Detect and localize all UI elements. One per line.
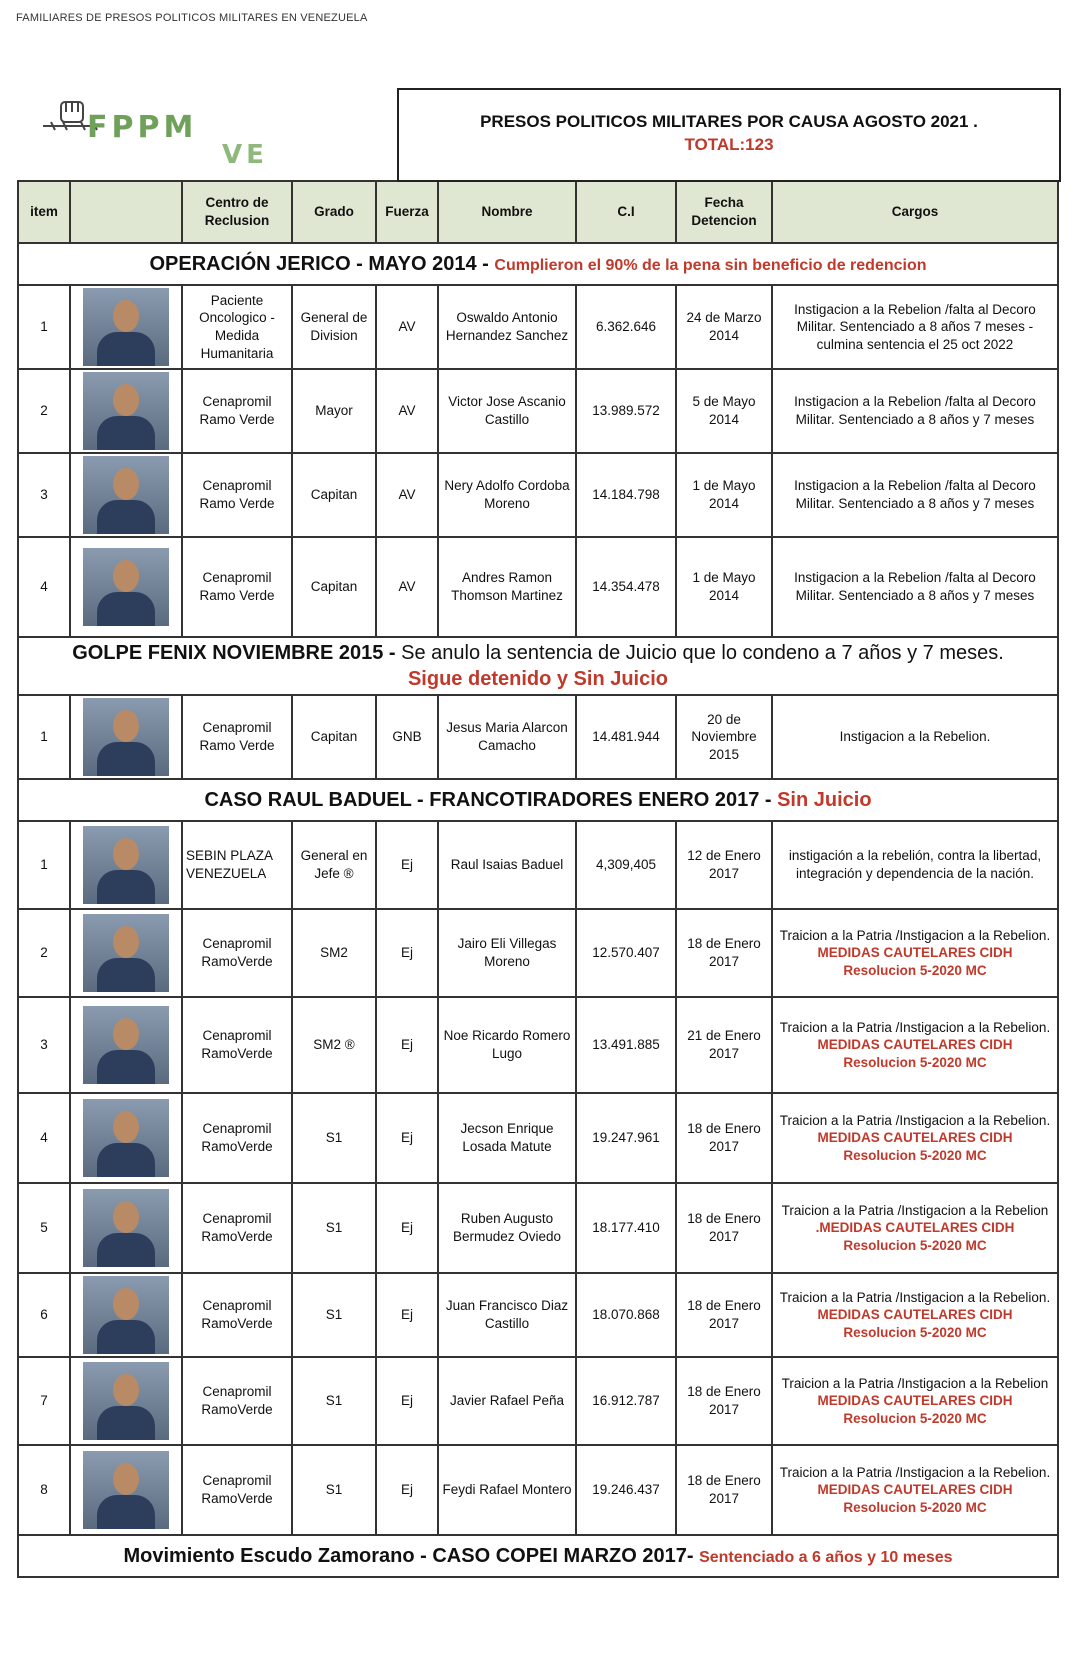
cell-grado: S1 — [292, 1093, 376, 1183]
cell-photo — [70, 1273, 182, 1357]
cell-grado: Mayor — [292, 369, 376, 453]
table-body — [18, 243, 1058, 1577]
medidas-cautelares: MEDIDAS CAUTELARES CIDH — [817, 1130, 1013, 1146]
cell-centro: SEBIN PLAZA VENEZUELA — [182, 821, 292, 909]
medidas-cautelares: MEDIDAS CAUTELARES CIDH — [817, 1307, 1013, 1323]
section-note: Sin Juicio — [777, 789, 872, 811]
cell-photo — [70, 1093, 182, 1183]
cargos-text: Instigacion a la Rebelion /falta al Decoro Militar. Sentenciado a 8 años y 7 meses — [794, 394, 1036, 427]
fppm-logo — [17, 88, 397, 180]
cell-item: 8 — [18, 1445, 70, 1535]
cell-grado: Capitan — [292, 695, 376, 779]
resolucion: Resolucion 5-2020 MC — [843, 1237, 987, 1253]
cell-ci: 6.362.646 — [576, 285, 676, 369]
cargos-text: Traicion a la Patria /Instigacion a la Rebelion. — [779, 1289, 1051, 1305]
cell-item: 4 — [18, 537, 70, 637]
table-row — [18, 1445, 1058, 1535]
cell-centro: Cenapromil RamoVerde — [182, 1183, 292, 1273]
cell-cargos — [772, 1183, 1058, 1273]
portrait-body — [97, 1406, 155, 1440]
resolucion: Resolucion 5-2020 MC — [843, 1324, 987, 1340]
logo-text-line2: VE — [222, 140, 268, 170]
cell-fecha: 18 de Enero 2017 — [676, 1183, 772, 1273]
table-row — [18, 453, 1058, 537]
medidas-cautelares: MEDIDAS CAUTELARES CIDH — [817, 1037, 1013, 1053]
title-box — [397, 88, 1061, 182]
table-row — [18, 909, 1058, 997]
header-grado: Grado — [292, 181, 376, 243]
cell-centro: Cenapromil RamoVerde — [182, 909, 292, 997]
cell-centro: Cenapromil Ramo Verde — [182, 537, 292, 637]
portrait-head — [113, 1463, 139, 1495]
portrait-body — [97, 592, 155, 626]
cell-item: 1 — [18, 285, 70, 369]
cell-grado: S1 — [292, 1273, 376, 1357]
cell-fuerza: Ej — [376, 997, 438, 1093]
portrait-photo — [83, 288, 169, 366]
portrait-photo — [83, 1006, 169, 1084]
cell-cargos — [772, 1093, 1058, 1183]
cell-photo — [70, 453, 182, 537]
total-count: TOTAL:123 — [684, 135, 774, 154]
cell-photo — [70, 695, 182, 779]
cell-fecha: 21 de Enero 2017 — [676, 997, 772, 1093]
cell-item: 3 — [18, 997, 70, 1093]
portrait-head — [113, 468, 139, 500]
cell-fecha: 12 de Enero 2017 — [676, 821, 772, 909]
cargos-text: Traicion a la Patria /Instigacion a la Rebelion. — [779, 927, 1051, 943]
cell-nombre: Juan Francisco Diaz Castillo — [438, 1273, 576, 1357]
resolucion: Resolucion 5-2020 MC — [843, 1499, 987, 1515]
cell-cargos — [772, 453, 1058, 537]
section-header — [18, 637, 1058, 695]
header-item: item — [18, 181, 70, 243]
cell-centro: Cenapromil RamoVerde — [182, 997, 292, 1093]
cell-photo — [70, 537, 182, 637]
logo-text-line1: FPPM — [87, 110, 198, 145]
cell-fuerza: AV — [376, 285, 438, 369]
table-row — [18, 285, 1058, 369]
cell-fecha: 18 de Enero 2017 — [676, 1273, 772, 1357]
cell-fuerza: Ej — [376, 1273, 438, 1357]
header-fecha: Fecha Detencion — [676, 181, 772, 243]
cargos-text: Instigacion a la Rebelion /falta al Decoro Militar. Sentenciado a 8 años y 7 meses — [794, 570, 1036, 603]
cell-fuerza: Ej — [376, 1183, 438, 1273]
cell-fecha: 5 de Mayo 2014 — [676, 369, 772, 453]
cell-fuerza: AV — [376, 453, 438, 537]
cargos-text: Traicion a la Patria /Instigacion a la Rebelion. — [779, 1112, 1051, 1128]
cell-photo — [70, 1357, 182, 1445]
section-header-row — [18, 637, 1058, 695]
cell-centro: Cenapromil Ramo Verde — [182, 369, 292, 453]
table-row — [18, 695, 1058, 779]
medidas-cautelares: MEDIDAS CAUTELARES CIDH — [817, 1393, 1013, 1409]
portrait-body — [97, 500, 155, 534]
cargos-text: Traicion a la Patria /Instigacion a la Rebelion. — [779, 1019, 1051, 1035]
section-header-row — [18, 1535, 1058, 1577]
cell-fecha: 18 de Enero 2017 — [676, 1445, 772, 1535]
cell-centro: Cenapromil RamoVerde — [182, 1093, 292, 1183]
resolucion: Resolucion 5-2020 MC — [843, 1054, 987, 1070]
section-title-rest: Se anulo la sentencia de Juicio que lo condeno a 7 años y 7 meses. — [401, 642, 1004, 664]
table-row — [18, 821, 1058, 909]
section-title: OPERACIÓN JERICO - MAYO 2014 - — [149, 253, 495, 275]
cell-nombre: Victor Jose Ascanio Castillo — [438, 369, 576, 453]
cell-item: 6 — [18, 1273, 70, 1357]
table-row — [18, 1093, 1058, 1183]
portrait-photo — [83, 456, 169, 534]
table-row — [18, 1357, 1058, 1445]
cell-fecha: 24 de Marzo 2014 — [676, 285, 772, 369]
cell-ci: 16.912.787 — [576, 1357, 676, 1445]
cargos-text: instigación a la rebelión, contra la libertad, integración y dependencia de la nación. — [788, 848, 1042, 881]
cell-nombre: Jesus Maria Alarcon Camacho — [438, 695, 576, 779]
cargos-text: Traicion a la Patria /Instigacion a la Rebelion. — [779, 1464, 1051, 1480]
cell-fecha: 18 de Enero 2017 — [676, 909, 772, 997]
cell-photo — [70, 369, 182, 453]
cell-centro: Cenapromil RamoVerde — [182, 1273, 292, 1357]
portrait-head — [113, 710, 139, 742]
cell-nombre: Raul Isaias Baduel — [438, 821, 576, 909]
portrait-head — [113, 300, 139, 332]
cell-nombre: Andres Ramon Thomson Martinez — [438, 537, 576, 637]
portrait-head — [113, 1111, 139, 1143]
cell-nombre: Javier Rafael Peña — [438, 1357, 576, 1445]
cell-fuerza: Ej — [376, 909, 438, 997]
medidas-cautelares: MEDIDAS CAUTELARES CIDH — [817, 1482, 1013, 1498]
cell-fuerza: Ej — [376, 1093, 438, 1183]
cell-ci: 13.989.572 — [576, 369, 676, 453]
portrait-photo — [83, 698, 169, 776]
top-note: FAMILIARES DE PRESOS POLITICOS MILITARES EN VENEZUELA — [16, 12, 368, 24]
cell-item: 2 — [18, 909, 70, 997]
section-note: Sentenciado a 6 años y 10 meses — [699, 1549, 953, 1566]
section-header — [18, 779, 1058, 821]
cell-photo — [70, 909, 182, 997]
cell-centro: Cenapromil RamoVerde — [182, 1445, 292, 1535]
portrait-head — [113, 838, 139, 870]
portrait-photo — [83, 1362, 169, 1440]
cell-grado: General en Jefe ® — [292, 821, 376, 909]
cell-nombre: Ruben Augusto Bermudez Oviedo — [438, 1183, 576, 1273]
cell-centro: Cenapromil Ramo Verde — [182, 695, 292, 779]
cell-centro: Cenapromil Ramo Verde — [182, 453, 292, 537]
resolucion: Resolucion 5-2020 MC — [843, 1410, 987, 1426]
cell-nombre: Jairo Eli Villegas Moreno — [438, 909, 576, 997]
portrait-photo — [83, 548, 169, 626]
table-row — [18, 997, 1058, 1093]
cell-cargos — [772, 1445, 1058, 1535]
cell-item: 2 — [18, 369, 70, 453]
cell-cargos — [772, 695, 1058, 779]
cell-nombre: Noe Ricardo Romero Lugo — [438, 997, 576, 1093]
portrait-head — [113, 384, 139, 416]
section-title: GOLPE FENIX NOVIEMBRE 2015 - — [72, 642, 402, 664]
cargos-text: Traicion a la Patria /Instigacion a la Rebelion — [781, 1375, 1049, 1391]
prisoners-table — [17, 180, 1059, 1578]
header-cargos: Cargos — [772, 181, 1058, 243]
cell-item: 1 — [18, 821, 70, 909]
cell-fuerza: Ej — [376, 821, 438, 909]
cell-photo — [70, 285, 182, 369]
cell-fuerza: GNB — [376, 695, 438, 779]
portrait-body — [97, 416, 155, 450]
table-header-row — [18, 181, 1058, 243]
cell-fuerza: AV — [376, 537, 438, 637]
portrait-head — [113, 926, 139, 958]
cell-fecha: 1 de Mayo 2014 — [676, 537, 772, 637]
cell-cargos — [772, 1273, 1058, 1357]
resolucion: Resolucion 5-2020 MC — [843, 962, 987, 978]
cell-fecha: 18 de Enero 2017 — [676, 1357, 772, 1445]
portrait-body — [97, 958, 155, 992]
document-header — [17, 88, 1057, 180]
cell-item: 3 — [18, 453, 70, 537]
cell-centro: Paciente Oncologico - Medida Humanitaria — [182, 285, 292, 369]
section-note: Cumplieron el 90% de la pena sin beneficio de redencion — [494, 257, 927, 274]
cell-grado: Capitan — [292, 537, 376, 637]
cell-fecha: 20 de Noviembre 2015 — [676, 695, 772, 779]
cell-ci: 19.246.437 — [576, 1445, 676, 1535]
cell-cargos — [772, 1357, 1058, 1445]
portrait-photo — [83, 372, 169, 450]
cell-nombre: Feydi Rafael Montero — [438, 1445, 576, 1535]
cell-item: 4 — [18, 1093, 70, 1183]
cell-ci: 4,309,405 — [576, 821, 676, 909]
cell-ci: 19.247.961 — [576, 1093, 676, 1183]
cell-ci: 13.491.885 — [576, 997, 676, 1093]
cell-fuerza: Ej — [376, 1357, 438, 1445]
cargos-text: Instigacion a la Rebelion /falta al Decoro Militar. Sentenciado a 8 años y 7 meses — [794, 478, 1036, 511]
portrait-body — [97, 332, 155, 366]
header-fuerza: Fuerza — [376, 181, 438, 243]
portrait-head — [113, 560, 139, 592]
portrait-photo — [83, 1189, 169, 1267]
portrait-photo — [83, 914, 169, 992]
cell-grado: S1 — [292, 1357, 376, 1445]
cell-photo — [70, 821, 182, 909]
cell-cargos — [772, 369, 1058, 453]
header-photo — [70, 181, 182, 243]
cell-cargos — [772, 909, 1058, 997]
medidas-cautelares: MEDIDAS CAUTELARES CIDH — [817, 945, 1013, 961]
header-centro: Centro de Reclusion — [182, 181, 292, 243]
cell-photo — [70, 1183, 182, 1273]
portrait-body — [97, 1495, 155, 1529]
cell-nombre: Nery Adolfo Cordoba Moreno — [438, 453, 576, 537]
portrait-photo — [83, 826, 169, 904]
cell-nombre: Oswaldo Antonio Hernandez Sanchez — [438, 285, 576, 369]
section-header-row — [18, 779, 1058, 821]
section-title: CASO RAUL BADUEL - FRANCOTIRADORES ENERO 2017 - — [204, 789, 778, 811]
cell-photo — [70, 1445, 182, 1535]
cell-fecha: 1 de Mayo 2014 — [676, 453, 772, 537]
cargos-text: Instigacion a la Rebelion /falta al Decoro Militar. Sentenciado a 8 años 7 meses - culmina sentencia el 25 oct 2022 — [794, 301, 1036, 352]
portrait-photo — [83, 1276, 169, 1354]
cell-centro: Cenapromil RamoVerde — [182, 1357, 292, 1445]
cell-ci: 18.177.410 — [576, 1183, 676, 1273]
section-header — [18, 1535, 1058, 1577]
cell-nombre: Jecson Enrique Losada Matute — [438, 1093, 576, 1183]
cell-item: 5 — [18, 1183, 70, 1273]
portrait-head — [113, 1288, 139, 1320]
cell-item: 7 — [18, 1357, 70, 1445]
table-row — [18, 1183, 1058, 1273]
header-ci: C.I — [576, 181, 676, 243]
table-row — [18, 537, 1058, 637]
cell-grado: Capitan — [292, 453, 376, 537]
cell-grado: SM2 — [292, 909, 376, 997]
cell-photo — [70, 997, 182, 1093]
table-row — [18, 1273, 1058, 1357]
portrait-body — [97, 1233, 155, 1267]
cell-fuerza: Ej — [376, 1445, 438, 1535]
document-sheet — [17, 88, 1057, 1578]
cell-cargos — [772, 997, 1058, 1093]
table-row — [18, 369, 1058, 453]
section-title: Movimiento Escudo Zamorano - CASO COPEI MARZO 2017- — [123, 1545, 700, 1567]
cell-fecha: 18 de Enero 2017 — [676, 1093, 772, 1183]
cargos-text: Instigacion a la Rebelion. — [839, 729, 991, 745]
cell-cargos — [772, 821, 1058, 909]
cell-cargos — [772, 537, 1058, 637]
portrait-photo — [83, 1099, 169, 1177]
cell-grado: General de Division — [292, 285, 376, 369]
section-header-row — [18, 243, 1058, 285]
cell-fuerza: AV — [376, 369, 438, 453]
cell-ci: 14.184.798 — [576, 453, 676, 537]
portrait-body — [97, 742, 155, 776]
portrait-photo — [83, 1451, 169, 1529]
portrait-head — [113, 1374, 139, 1406]
cell-cargos — [772, 285, 1058, 369]
cell-ci: 12.570.407 — [576, 909, 676, 997]
cell-grado: SM2 ® — [292, 997, 376, 1093]
portrait-head — [113, 1201, 139, 1233]
portrait-body — [97, 1143, 155, 1177]
medidas-cautelares: .MEDIDAS CAUTELARES CIDH — [815, 1220, 1015, 1236]
portrait-body — [97, 1050, 155, 1084]
section-note: Sigue detenido y Sin Juicio — [407, 668, 669, 690]
cargos-text: Traicion a la Patria /Instigacion a la Rebelion — [781, 1202, 1049, 1218]
portrait-body — [97, 870, 155, 904]
cell-ci: 14.354.478 — [576, 537, 676, 637]
document-title: PRESOS POLITICOS MILITARES POR CAUSA AGOSTO 2021 . — [480, 112, 978, 131]
header-nombre: Nombre — [438, 181, 576, 243]
section-header — [18, 243, 1058, 285]
cell-item: 1 — [18, 695, 70, 779]
cell-grado: S1 — [292, 1183, 376, 1273]
cell-ci: 14.481.944 — [576, 695, 676, 779]
cell-grado: S1 — [292, 1445, 376, 1535]
portrait-body — [97, 1320, 155, 1354]
portrait-head — [113, 1018, 139, 1050]
resolucion: Resolucion 5-2020 MC — [843, 1147, 987, 1163]
cell-ci: 18.070.868 — [576, 1273, 676, 1357]
